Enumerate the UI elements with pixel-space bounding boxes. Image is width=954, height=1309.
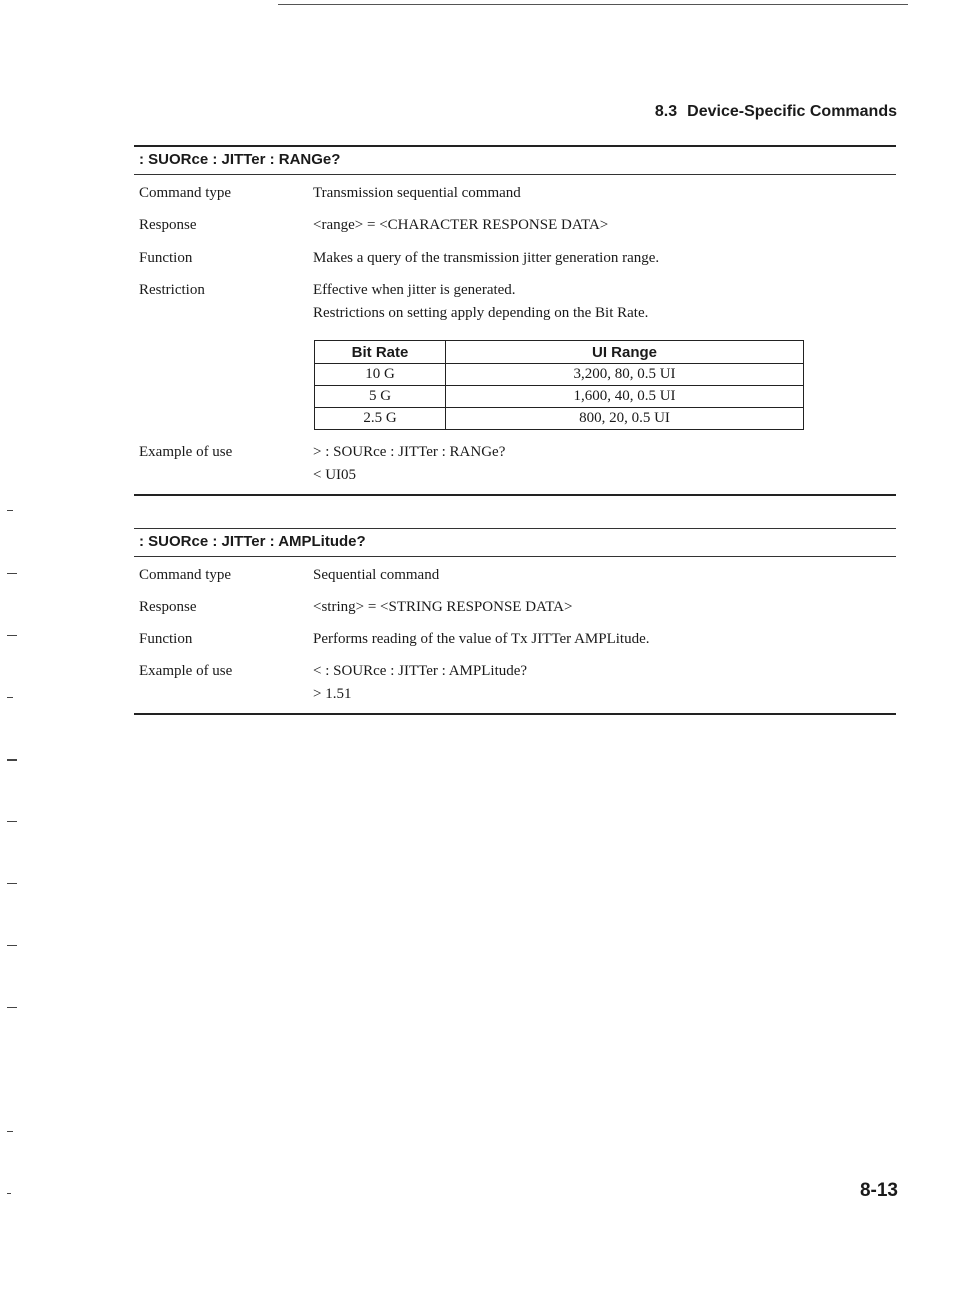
cmd1-example-line-2: < UI05 xyxy=(313,467,357,483)
margin-mark xyxy=(7,573,17,574)
cmd2-top-rule xyxy=(134,528,896,529)
margin-mark xyxy=(7,821,17,822)
cmd1-top-rule xyxy=(134,145,896,147)
table-row xyxy=(315,364,804,386)
ui-range-table xyxy=(314,340,804,430)
cmd2-function-value: Performs reading of the value of Tx JITTer AMPLitude. xyxy=(313,631,650,647)
table-cell-ui-range: 1,600, 40, 0.5 UI xyxy=(446,386,804,408)
cmd1-restriction-value-2: Restrictions on setting apply depending on the Bit Rate. xyxy=(313,305,649,321)
cmd2-bottom-rule xyxy=(134,713,896,715)
table-cell-ui-range: 800, 20, 0.5 UI xyxy=(446,408,804,430)
margin-mark xyxy=(7,1193,11,1194)
margin-mark xyxy=(7,945,17,946)
cmd2-example-line-2: > 1.51 xyxy=(313,686,352,702)
cmd1-response-value: <range> = <CHARACTER RESPONSE DATA> xyxy=(313,217,609,233)
margin-mark xyxy=(7,697,13,698)
cmd1-response-label: Response xyxy=(139,217,197,233)
cmd2-function-label: Function xyxy=(139,631,193,647)
margin-mark xyxy=(7,883,17,884)
section-title: Device-Specific Commands xyxy=(687,103,897,120)
table-cell-ui-range: 3,200, 80, 0.5 UI xyxy=(446,364,804,386)
cmd1-command-type-value: Transmission sequential command xyxy=(313,185,521,201)
table-cell-bit-rate: 5 G xyxy=(315,386,446,408)
margin-mark xyxy=(7,510,13,511)
cmd1-command-type-label: Command type xyxy=(139,185,232,201)
margin-mark xyxy=(7,1131,13,1132)
section-header xyxy=(655,103,897,121)
table-row xyxy=(315,386,804,408)
margin-mark xyxy=(7,1007,17,1008)
cmd2-title: : SUORce : JITTer : AMPLitude? xyxy=(139,533,366,550)
table-cell-bit-rate: 10 G xyxy=(315,364,446,386)
cmd1-bottom-rule xyxy=(134,494,896,496)
cmd2-example-label: Example of use xyxy=(139,663,233,679)
cmd2-response-value: <string> = <STRING RESPONSE DATA> xyxy=(313,599,573,615)
cmd2-example-line-1: < : SOURce : JITTer : AMPLitude? xyxy=(313,663,528,679)
margin-mark xyxy=(7,635,17,636)
table-header-row xyxy=(315,341,804,364)
table-cell-bit-rate: 2.5 G xyxy=(315,408,446,430)
cmd1-restriction-value: Effective when jitter is generated. xyxy=(313,282,516,298)
cmd2-command-type-value: Sequential command xyxy=(313,567,440,583)
cmd1-example-line-1: > : SOURce : JITTer : RANGe? xyxy=(313,444,506,460)
cmd1-restriction-label: Restriction xyxy=(139,282,205,298)
top-rule xyxy=(278,4,908,5)
page-number: 8-13 xyxy=(859,1180,898,1201)
cmd1-example-label: Example of use xyxy=(139,444,233,460)
cmd1-function-value: Makes a query of the transmission jitter generation range. xyxy=(313,250,660,266)
cmd1-title: : SUORce : JITTer : RANGe? xyxy=(139,151,341,168)
cmd2-command-type-label: Command type xyxy=(139,567,232,583)
section-number: 8.3 xyxy=(654,103,678,120)
table-row xyxy=(315,408,804,430)
cmd1-title-rule xyxy=(134,174,896,175)
table-header-ui-range: UI Range xyxy=(446,341,804,364)
cmd1-function-label: Function xyxy=(139,250,193,266)
margin-mark xyxy=(7,759,17,761)
table-header-bit-rate: Bit Rate xyxy=(315,341,446,364)
cmd2-response-label: Response xyxy=(139,599,197,615)
cmd2-title-rule xyxy=(134,556,896,557)
